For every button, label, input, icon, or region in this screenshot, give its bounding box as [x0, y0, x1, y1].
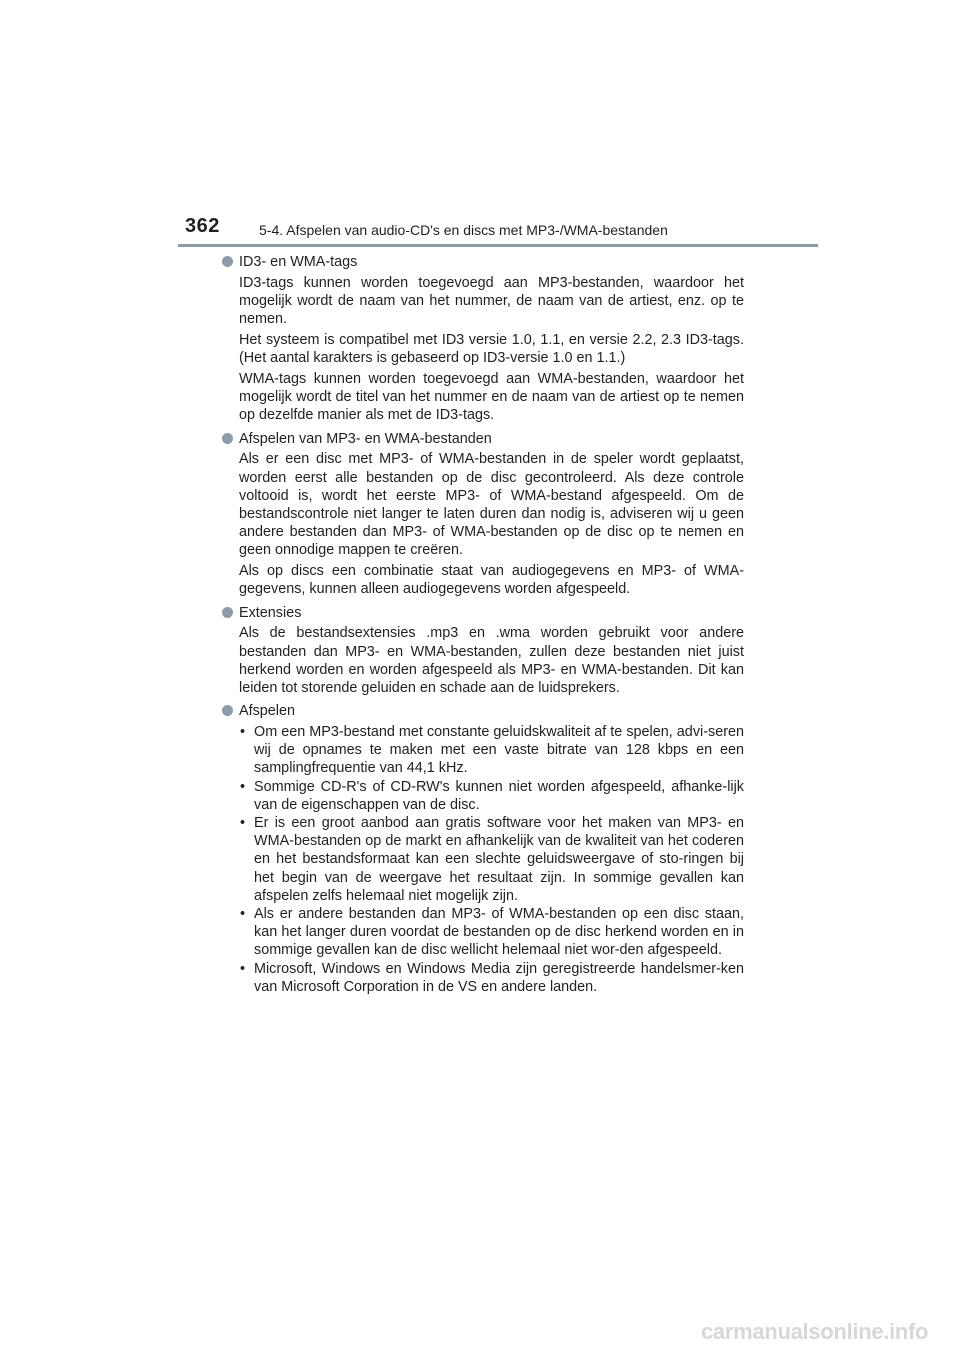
section-heading — [222, 430, 744, 448]
list-item-text: Er is een groot aanbod aan gratis software voor het maken van MP3- en WMA-bestanden op de markt en afhankelijk van de kwaliteit van het coderen en het bestandsformaat kan een slechte geluidsweergave of sto-ringen bij het begin van de weergave het resultaat zijn. In sommige gevallen kan afspelen zelfs helemaal niet mogelijk zijn. — [254, 815, 744, 904]
list-item-text: Om een MP3-bestand met constante geluidskwaliteit af te spelen, advi-seren wij de opnames te maken met een vaste bitrate van 128 kbps en een samplingfrequentie van 44,1 kHz. — [254, 724, 744, 777]
paragraph: ID3-tags kunnen worden toegevoegd aan MP3-bestanden, waardoor het mogelijk wordt de naam van het nummer, de naam van de artiest, enz. op te nemen. — [239, 274, 744, 328]
list-item — [239, 814, 744, 905]
bullet-list — [239, 723, 744, 996]
list-item — [239, 778, 744, 814]
list-item-text: Als er andere bestanden dan MP3- of WMA-bestanden op een disc staan, kan het langer duren voordat de bestanden op de disc herkend worden en in sommige gevallen kan de disc wellicht helemaal niet wor-den afgespeeld. — [254, 906, 744, 959]
paragraph: Het systeem is compatibel met ID3 versie 1.0, 1.1, en versie 2.2, 2.3 ID3-tags. (Het aantal karakters is gebaseerd op ID3-versie 1.0 en 1.1.) — [239, 332, 744, 367]
section-id3-wma-tags — [222, 253, 744, 425]
section-heading-text: ID3- en WMA-tags — [239, 254, 358, 270]
section-heading-text: Afspelen — [239, 703, 296, 720]
list-item-text: Sommige CD-R's of CD-RW's kunnen niet worden afgespeeld, afhanke-lijk van de eigenschappen van de disc. — [254, 778, 744, 813]
list-item-text: Microsoft, Windows en Windows Media zijn geregistreerde handelsmer-ken van Microsoft Corporation in de VS en andere landen. — [254, 960, 744, 995]
paragraph: Als de bestandsextensies .mp3 en .wma worden gebruikt voor andere bestanden dan MP3- en WMA-bestanden, zullen deze bestanden niet juist herkend worden en worden afgespeeld als MP3- en WMA-bestanden. Dit kan leiden tot storende geluiden en schade aan de luidsprekers. — [239, 625, 744, 697]
section-heading — [222, 604, 744, 622]
paragraph: Als er een disc met MP3- of WMA-bestanden in de speler wordt geplaatst, worden eerst alle bestanden op de disc gecontroleerd. Als deze controle voltooid is, wordt het eerste MP3- of WMA-bestand afgespeeld. Om de bestandscontrole niet langer te laten duren dan nodig is, adviseren wij u geen andere bestanden dan MP3- of WMA-bestanden op de disc op te nemen en geen onnodige mappen te creëren. — [239, 451, 744, 559]
section-playback-mp3-wma — [222, 430, 744, 599]
section-heading — [222, 702, 744, 720]
main-content — [222, 253, 744, 1001]
bullet-marker: • — [240, 724, 246, 741]
bullet-dot-icon — [222, 705, 233, 716]
list-item — [239, 905, 744, 960]
bullet-dot-icon — [222, 607, 233, 618]
paragraph: Als op discs een combinatie staat van audiogegevens en MP3- of WMA-gegevens, kunnen alleen audiogegevens worden afgespeeld. — [239, 563, 744, 598]
section-heading-text: Afspelen van MP3- en WMA-bestanden — [239, 430, 492, 447]
list-item — [239, 960, 744, 996]
bullet-marker: • — [240, 778, 246, 795]
section-heading-text: Extensies — [239, 604, 302, 621]
bullet-dot-icon — [222, 256, 233, 267]
watermark: carmanualsonline.info — [701, 1319, 929, 1344]
section-title: 5-4. Afspelen van audio-CD's en discs met MP3-/WMA-bestanden — [259, 222, 668, 238]
page-number: 362 — [185, 215, 220, 237]
bullet-marker: • — [240, 815, 246, 832]
page-header — [178, 214, 818, 248]
list-item — [239, 723, 744, 778]
header-divider — [178, 244, 818, 247]
bullet-marker: • — [240, 960, 246, 977]
section-extensions — [222, 604, 744, 698]
section-playback — [222, 702, 744, 996]
section-heading — [222, 253, 744, 271]
bullet-marker: • — [240, 906, 246, 923]
paragraph: WMA-tags kunnen worden toegevoegd aan WMA-bestanden, waardoor het mogelijk wordt de titel van het nummer en de naam van de artiest op te nemen op dezelfde manier als met de ID3-tags. — [239, 371, 744, 424]
bullet-dot-icon — [222, 433, 233, 444]
